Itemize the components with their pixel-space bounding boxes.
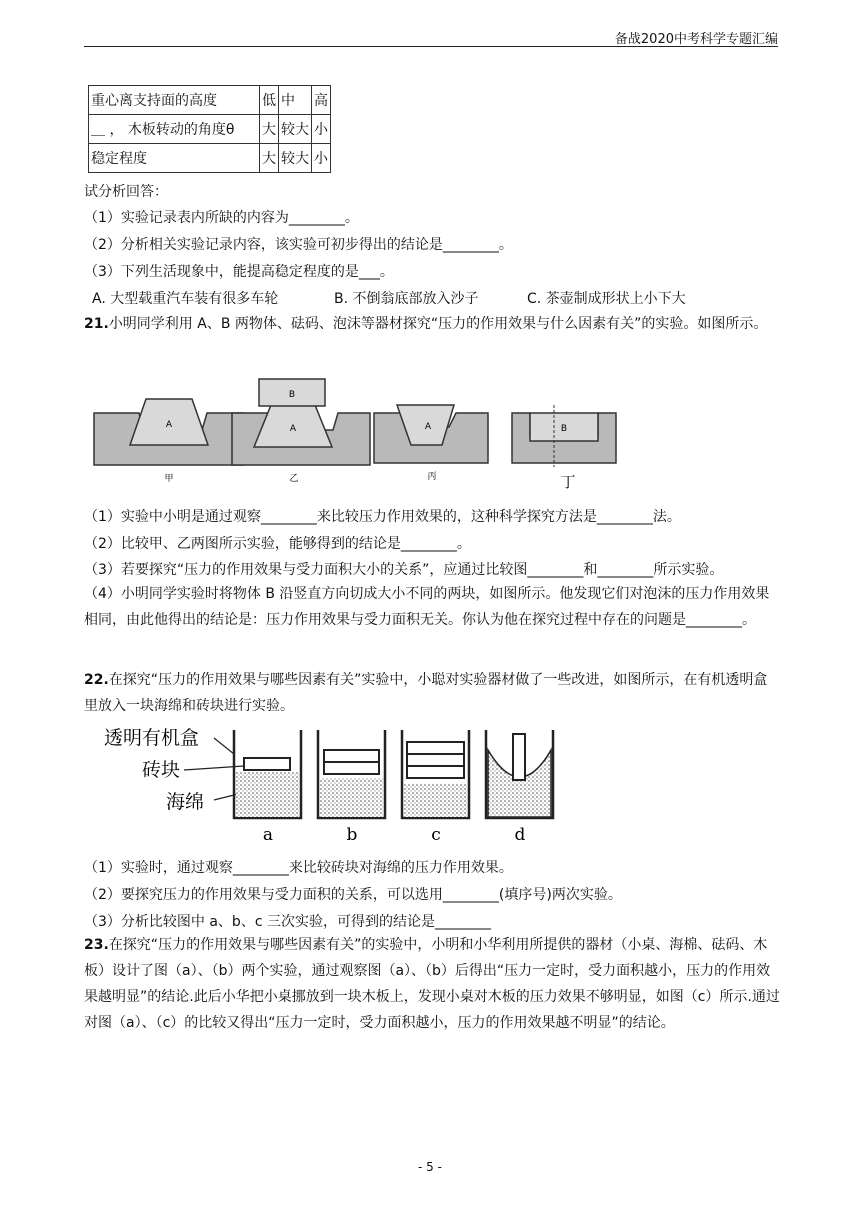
q23-number: 23. — [84, 937, 109, 953]
figure-jia — [94, 399, 244, 484]
q22-stem-text: 在探究“压力的作用效果与哪些因素有关”实验中，小聪对实验器材做了一些改进，如图所示，在有机透明盒里放入一块海绵和砖块进行实验。 — [84, 672, 768, 714]
table-row — [89, 144, 331, 173]
q21-number: 21. — [84, 316, 109, 332]
q20-prompt: 试分析回答： — [84, 184, 168, 200]
caption-a: a — [262, 825, 274, 845]
q22-part3: （3）分析比较图中 a、b、c 三次实验，可得到的结论是________ — [84, 914, 491, 930]
container-d — [486, 730, 553, 845]
caption-yi: 乙 — [289, 474, 299, 484]
label-a-yi: A — [289, 424, 297, 434]
q23-stem — [84, 932, 780, 1036]
q21-part1: （1）实验中小明是通过观察________来比较压力作用效果的，这种科学探究方法是________法。 — [84, 509, 681, 525]
caption-bing: 丙 — [427, 472, 437, 482]
header-title: 备战2020中考科学专题汇编 — [614, 32, 778, 47]
table-cell: 重心离支持面的高度 — [89, 86, 260, 115]
label-a-jia: A — [165, 420, 173, 430]
table-cell: 较大 — [279, 144, 312, 173]
q21-stem-text: 小明同学利用 A、B 两物体、砝码、泡沫等器材探究“压力的作用效果与什么因素有关”的实验。如图所示。 — [108, 316, 768, 332]
q22-part1: （1）实验时，通过观察________来比较砖块对海绵的压力作用效果。 — [84, 860, 513, 876]
caption-b: b — [346, 825, 358, 845]
table-cell: 小 — [312, 115, 331, 144]
table-cell: 稳定程度 — [89, 144, 260, 173]
q20-part1: （1）实验记录表内所缺的内容为________。 — [84, 210, 359, 226]
table-cell: 大 — [260, 144, 279, 173]
label-b-ding: B — [560, 424, 568, 434]
q22-part2: （2）要探究压力的作用效果与受力面积的关系，可以选用________(填序号)两次实验。 — [84, 887, 622, 903]
q20-option-b: B. 不倒翁底部放入沙子 — [334, 291, 479, 307]
q21-stem — [84, 311, 780, 337]
caption-c: c — [431, 825, 441, 845]
caption-ding: 丁 — [560, 473, 576, 491]
label-b-yi: B — [288, 390, 296, 400]
figure-bing — [374, 405, 488, 482]
q21-figure — [84, 375, 644, 493]
q23-stem-text: 在探究“压力的作用效果与哪些因素有关”的实验中，小明和小华利用所提供的器材（小桌、海棉、砝码、木板）设计了图（a）、（b）两个实验，通过观察图（a）、（b）后得出“压力一定时，受力面积越小，压力的作用效果越明显”的结论.此后小华把小桌挪放到一块木板上，发现小桌对木板的压力效果不够明显，如图（c）所示.通过对图（a）、（c）的比较又得出“压力一定时，受力面积越小，压力的作用效果越不明显”的结论。 — [84, 937, 780, 1031]
container-c — [402, 730, 469, 845]
q22-figure — [96, 720, 566, 848]
q20-option-a: A. 大型载重汽车装有很多车轮 — [92, 291, 279, 307]
q20-option-c: C. 茶壶制成形状上小下大 — [527, 291, 686, 307]
table-cell: 中 — [279, 86, 312, 115]
figure-ding — [512, 405, 616, 491]
table-cell: 小 — [312, 144, 331, 173]
label-a-bing: A — [424, 422, 432, 432]
label-brick: 砖块 — [142, 759, 181, 781]
caption-d: d — [514, 825, 526, 845]
figure-yi — [232, 379, 370, 484]
q20-part3: （3）下列生活现象中，能提高稳定程度的是___。 — [84, 264, 394, 280]
label-box: 透明有机盒 — [104, 727, 200, 749]
table-cell: ＿ ， 木板转动的角度θ — [89, 115, 260, 144]
container-b — [318, 730, 385, 845]
q20-part2: （2）分析相关实验记录内容，该实验可初步得出的结论是________。 — [84, 237, 513, 253]
q22-number: 22. — [84, 672, 109, 688]
table-cell: 较大 — [279, 115, 312, 144]
page-number: - 5 - — [418, 1160, 442, 1174]
table-cell: 大 — [260, 115, 279, 144]
q21-part2: （2）比较甲、乙两图所示实验，能够得到的结论是________。 — [84, 536, 471, 552]
label-sponge: 海绵 — [166, 791, 205, 813]
table-row — [89, 86, 331, 115]
q21-part4: （4）小明同学实验时将物体 B 沿竖直方向切成大小不同的两块，如图所示。他发现它们对泡沫的压力作用效果相同，由此他得出的结论是：压力作用效果与受力面积无关。你认为他在探究过程中存在的问题是________。 — [84, 586, 770, 628]
record-table — [88, 85, 331, 173]
container-a — [234, 730, 301, 845]
q21-part3: （3）若要探究“压力的作用效果与受力面积大小的关系”，应通过比较图________和________所示实验。 — [84, 562, 724, 578]
page-header — [84, 26, 778, 47]
table-cell: 低 — [260, 86, 279, 115]
table-row — [89, 115, 331, 144]
caption-jia: 甲 — [164, 474, 174, 484]
table-cell: 高 — [312, 86, 331, 115]
q22-stem — [84, 667, 780, 719]
